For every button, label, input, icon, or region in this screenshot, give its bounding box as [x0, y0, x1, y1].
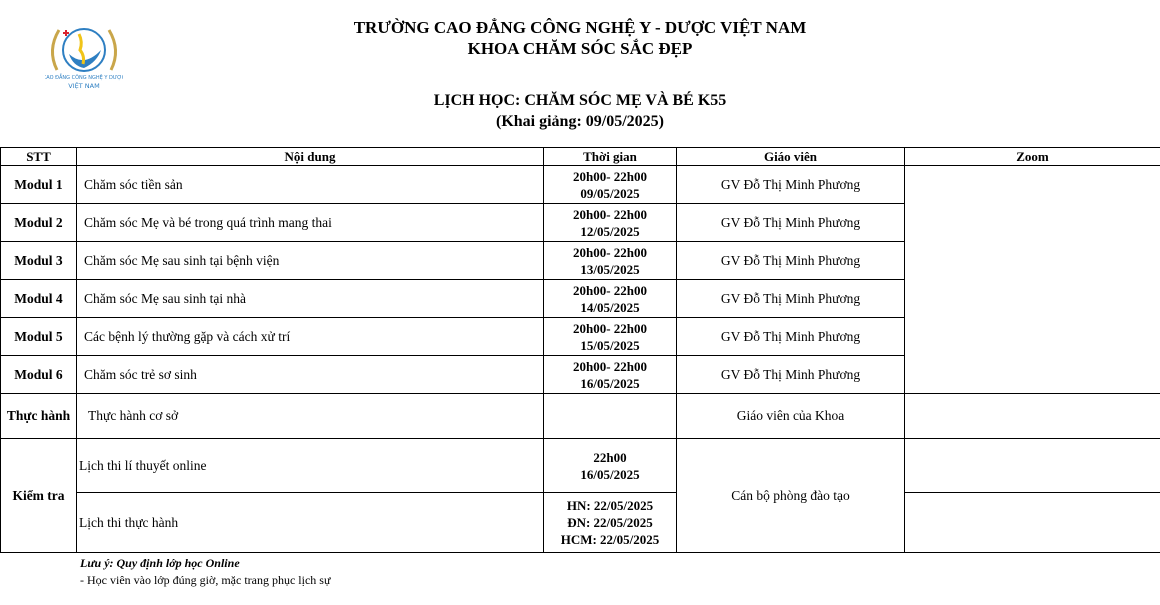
svg-text:CAO ĐẲNG CÔNG NGHỆ Y DƯỢC: CAO ĐẲNG CÔNG NGHỆ Y DƯỢC — [45, 75, 123, 81]
practice-label: Thực hành — [1, 394, 77, 439]
exam-label: Kiểm tra — [1, 439, 77, 553]
module-content: Chăm sóc Mẹ sau sinh tại nhà — [77, 280, 544, 318]
module-teacher: GV Đỗ Thị Minh Phương — [677, 318, 905, 356]
module-teacher: GV Đỗ Thị Minh Phương — [677, 280, 905, 318]
module-number: Modul 4 — [1, 280, 77, 318]
exam-practical-content: Lịch thi thực hành — [77, 493, 544, 553]
module-time: 20h00- 22h00 12/05/2025 — [544, 204, 677, 242]
table-row — [1, 493, 1160, 553]
module-number: Modul 5 — [1, 318, 77, 356]
col-stt: STT — [1, 148, 77, 166]
opening-date: (Khai giảng: 09/05/2025) — [495, 113, 664, 130]
module-teacher: GV Đỗ Thị Minh Phương — [677, 166, 905, 204]
exam-theory-content: Lịch thi lí thuyết online — [77, 439, 544, 493]
schedule-table — [0, 147, 1160, 553]
module-number: Modul 2 — [1, 204, 77, 242]
practice-content: Thực hành cơ sở — [77, 394, 544, 439]
exam-practical-time: HN: 22/05/2025 ĐN: 22/05/2025 HCM: 22/05/2025 — [544, 493, 677, 553]
module-time: 20h00- 22h00 13/05/2025 — [544, 242, 677, 280]
module-content: Chăm sóc Mẹ và bé trong quá trình mang thai — [77, 204, 544, 242]
col-teacher: Giáo viên — [677, 148, 905, 166]
col-zoom: Zoom — [905, 148, 1160, 166]
module-time: 20h00- 22h00 14/05/2025 — [544, 280, 677, 318]
note-title: Lưu ý: Quy định lớp học Online — [80, 556, 240, 570]
module-time: 20h00- 22h00 09/05/2025 — [544, 166, 677, 204]
exam-theory-time: 22h00 16/05/2025 — [544, 439, 677, 493]
module-number: Modul 3 — [1, 242, 77, 280]
table-row — [1, 439, 1160, 493]
table-row — [1, 166, 1160, 204]
module-time: 20h00- 22h00 16/05/2025 — [544, 356, 677, 394]
module-content: Chăm sóc tiền sản — [77, 166, 544, 204]
module-content: Các bệnh lý thường gặp và cách xử trí — [77, 318, 544, 356]
module-content: Chăm sóc Mẹ sau sinh tại bệnh viện — [77, 242, 544, 280]
module-time: 20h00- 22h00 15/05/2025 — [544, 318, 677, 356]
col-time: Thời gian — [544, 148, 677, 166]
module-number: Modul 6 — [1, 356, 77, 394]
zoom-cell — [905, 439, 1160, 493]
col-content: Nội dung — [77, 148, 544, 166]
table-row — [1, 394, 1160, 439]
exam-teacher: Cán bộ phòng đào tạo — [677, 439, 905, 553]
faculty-name: KHOA CHĂM SÓC SẮC ĐẸP — [467, 39, 693, 58]
note-item: - Học viên vào lớp đúng giờ, mặc trang phục lịch sự — [80, 573, 331, 587]
practice-time — [544, 394, 677, 439]
module-number: Modul 1 — [1, 166, 77, 204]
practice-teacher: Giáo viên của Khoa — [677, 394, 905, 439]
module-teacher: GV Đỗ Thị Minh Phương — [677, 356, 905, 394]
module-teacher: GV Đỗ Thị Minh Phương — [677, 242, 905, 280]
schedule-title: LỊCH HỌC: CHĂM SÓC MẸ VÀ BÉ K55 — [433, 92, 727, 109]
zoom-cell — [905, 394, 1160, 439]
module-teacher: GV Đỗ Thị Minh Phương — [677, 204, 905, 242]
svg-text:VIỆT NAM: VIỆT NAM — [68, 82, 100, 90]
module-content: Chăm sóc trẻ sơ sinh — [77, 356, 544, 394]
table-header-row — [1, 148, 1160, 166]
school-name: TRƯỜNG CAO ĐẲNG CÔNG NGHỆ Y - DƯỢC VIỆT NAM — [353, 18, 807, 37]
zoom-cell — [905, 166, 1160, 394]
zoom-cell — [905, 493, 1160, 553]
